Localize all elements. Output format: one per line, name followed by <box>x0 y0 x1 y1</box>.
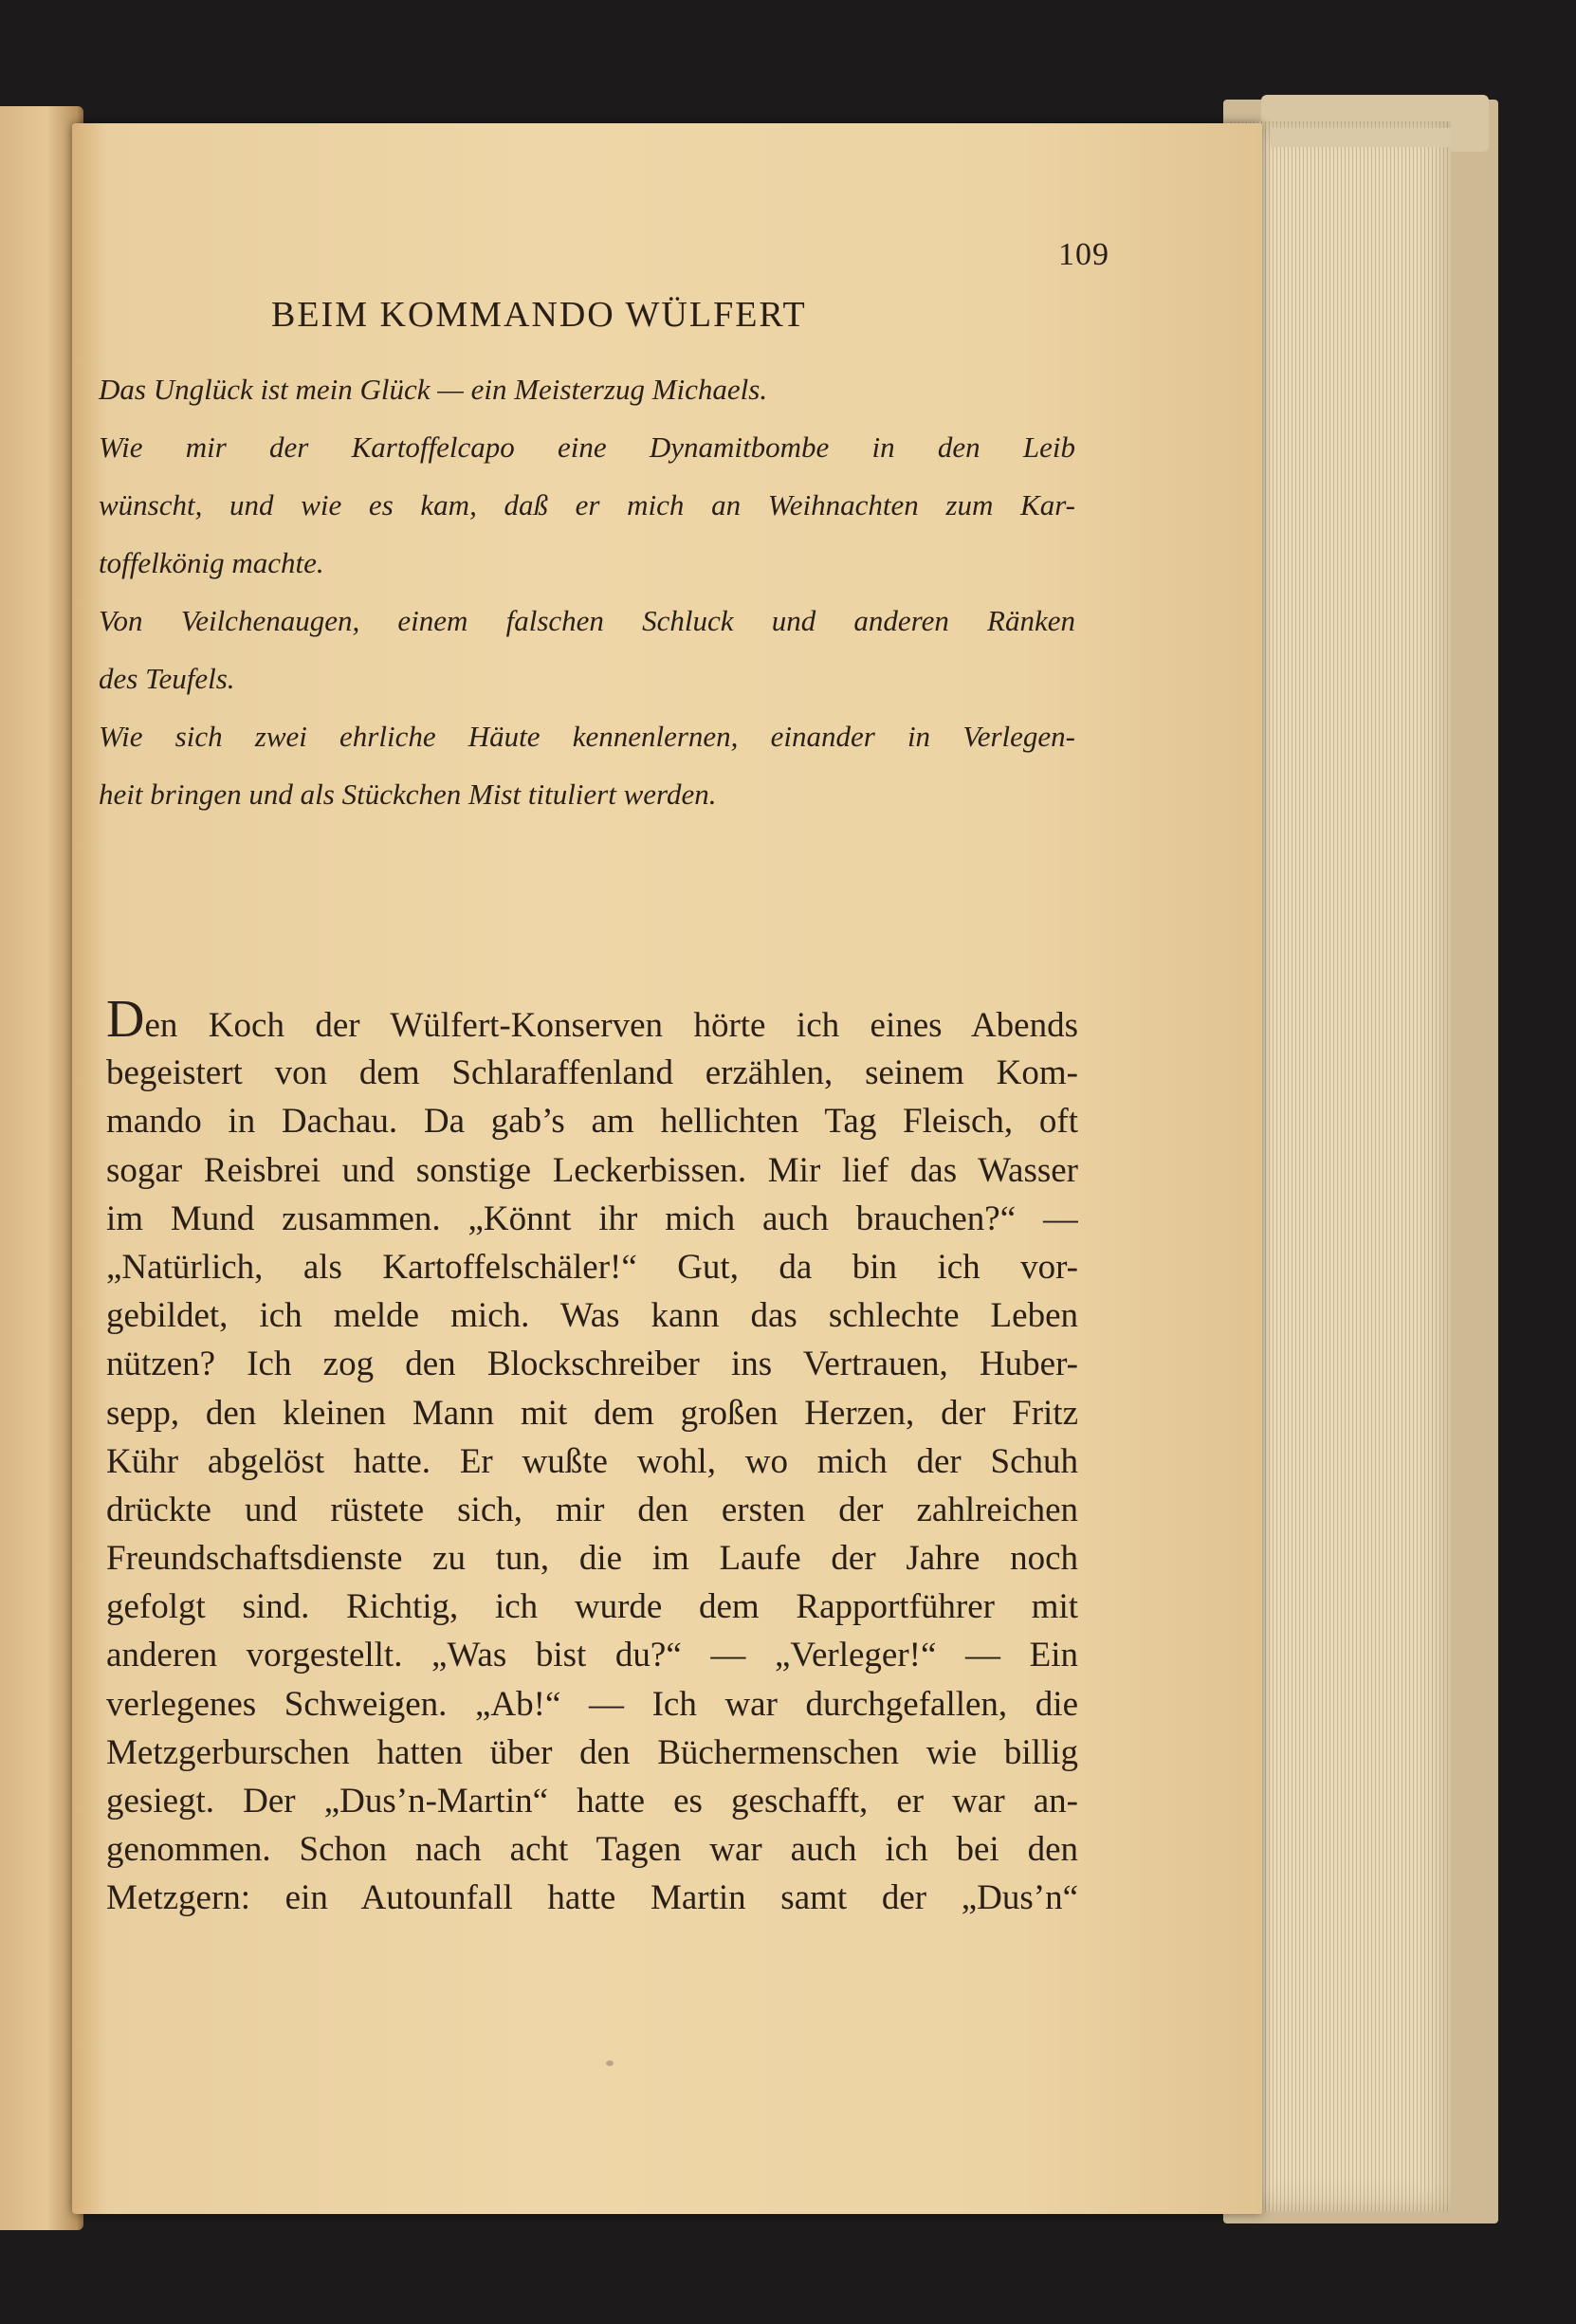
synopsis-line: Das Unglück ist mein Glück — ein Meisterzug Michaels. <box>99 373 768 406</box>
drop-cap: D <box>106 1000 145 1049</box>
body-line: gefolgt sind. Richtig, ich wurde dem Rapportführer mit <box>106 1587 1078 1627</box>
body-line-text: en Koch der Wülfert-Konserven hörte ich eines Abends <box>144 1006 1078 1045</box>
body-line: nützen? Ich zog den Blockschreiber ins Vertrauen, Huber- <box>106 1345 1078 1384</box>
page-block-top <box>1271 128 1451 147</box>
body-line: mando in Dachau. Da gab’s am hellichten Tag Fleisch, oft <box>106 1102 1078 1142</box>
chapter-title: BEIM KOMMANDO WÜLFERT <box>271 295 807 335</box>
book-page <box>72 123 1262 2214</box>
chapter-synopsis <box>99 360 1075 823</box>
body-line: Metzgern: ein Autounfall hatte Martin samt der „Dus’n“ <box>106 1878 1078 1918</box>
body-line: gesiegt. Der „Dus’n-Martin“ hatte es geschafft, er war an- <box>106 1782 1078 1821</box>
body-line: anderen vorgestellt. „Was bist du?“ — „Verleger!“ — Ein <box>106 1636 1078 1675</box>
body-line <box>106 1000 1078 1049</box>
body-line: Metzgerburschen hatten über den Büchermenschen wie billig <box>106 1732 1078 1772</box>
body-line: begeistert von dem Schlaraffenland erzählen, seinem Kom- <box>106 1053 1078 1093</box>
body-line: gebildet, ich melde mich. Was kann das schlechte Leben <box>106 1296 1078 1336</box>
body-line: sogar Reisbrei und sonstige Leckerbissen. Mir lief das Wasser <box>106 1150 1078 1190</box>
synopsis-line: heit bringen und als Stückchen Mist tituliert werden. <box>99 778 717 811</box>
body-text <box>106 1000 1078 1923</box>
body-line: Kühr abgelöst hatte. Er wußte wohl, wo mich der Schuh <box>106 1441 1078 1481</box>
body-line: Freundschaftsdienste zu tun, die im Laufe der Jahre noch <box>106 1539 1078 1579</box>
body-line: „Natürlich, als Kartoffelschäler!“ Gut, da bin ich vor- <box>106 1247 1078 1287</box>
synopsis-line: Von Veilchenaugen, einem falschen Schluck und anderen Ränken <box>99 604 1075 637</box>
synopsis-line: wünscht, und wie es kam, daß er mich an Weihnachten zum Kar- <box>99 488 1075 522</box>
synopsis-line: toffelkönig machte. <box>99 546 324 579</box>
synopsis-line: des Teufels. <box>99 662 235 695</box>
body-line: verlegenes Schweigen. „Ab!“ — Ich war durchgefallen, die <box>106 1684 1078 1724</box>
body-line: drückte und rüstete sich, mir den ersten der zahlreichen <box>106 1490 1078 1529</box>
body-line: sepp, den kleinen Mann mit dem großen Herzen, der Fritz <box>106 1393 1078 1433</box>
body-line: genommen. Schon nach acht Tagen war auch ich bei den <box>106 1830 1078 1870</box>
synopsis-line: Wie mir der Kartoffelcapo eine Dynamitbombe in den Leib <box>99 430 1075 464</box>
body-line: im Mund zusammen. „Könnt ihr mich auch brauchen?“ — <box>106 1199 1078 1238</box>
synopsis-line: Wie sich zwei ehrliche Häute kennenlernen, einander in Verlegen- <box>99 720 1075 753</box>
page-number: 109 <box>1058 237 1109 272</box>
left-page-edge <box>0 106 83 2230</box>
paper-speck <box>606 2060 614 2066</box>
